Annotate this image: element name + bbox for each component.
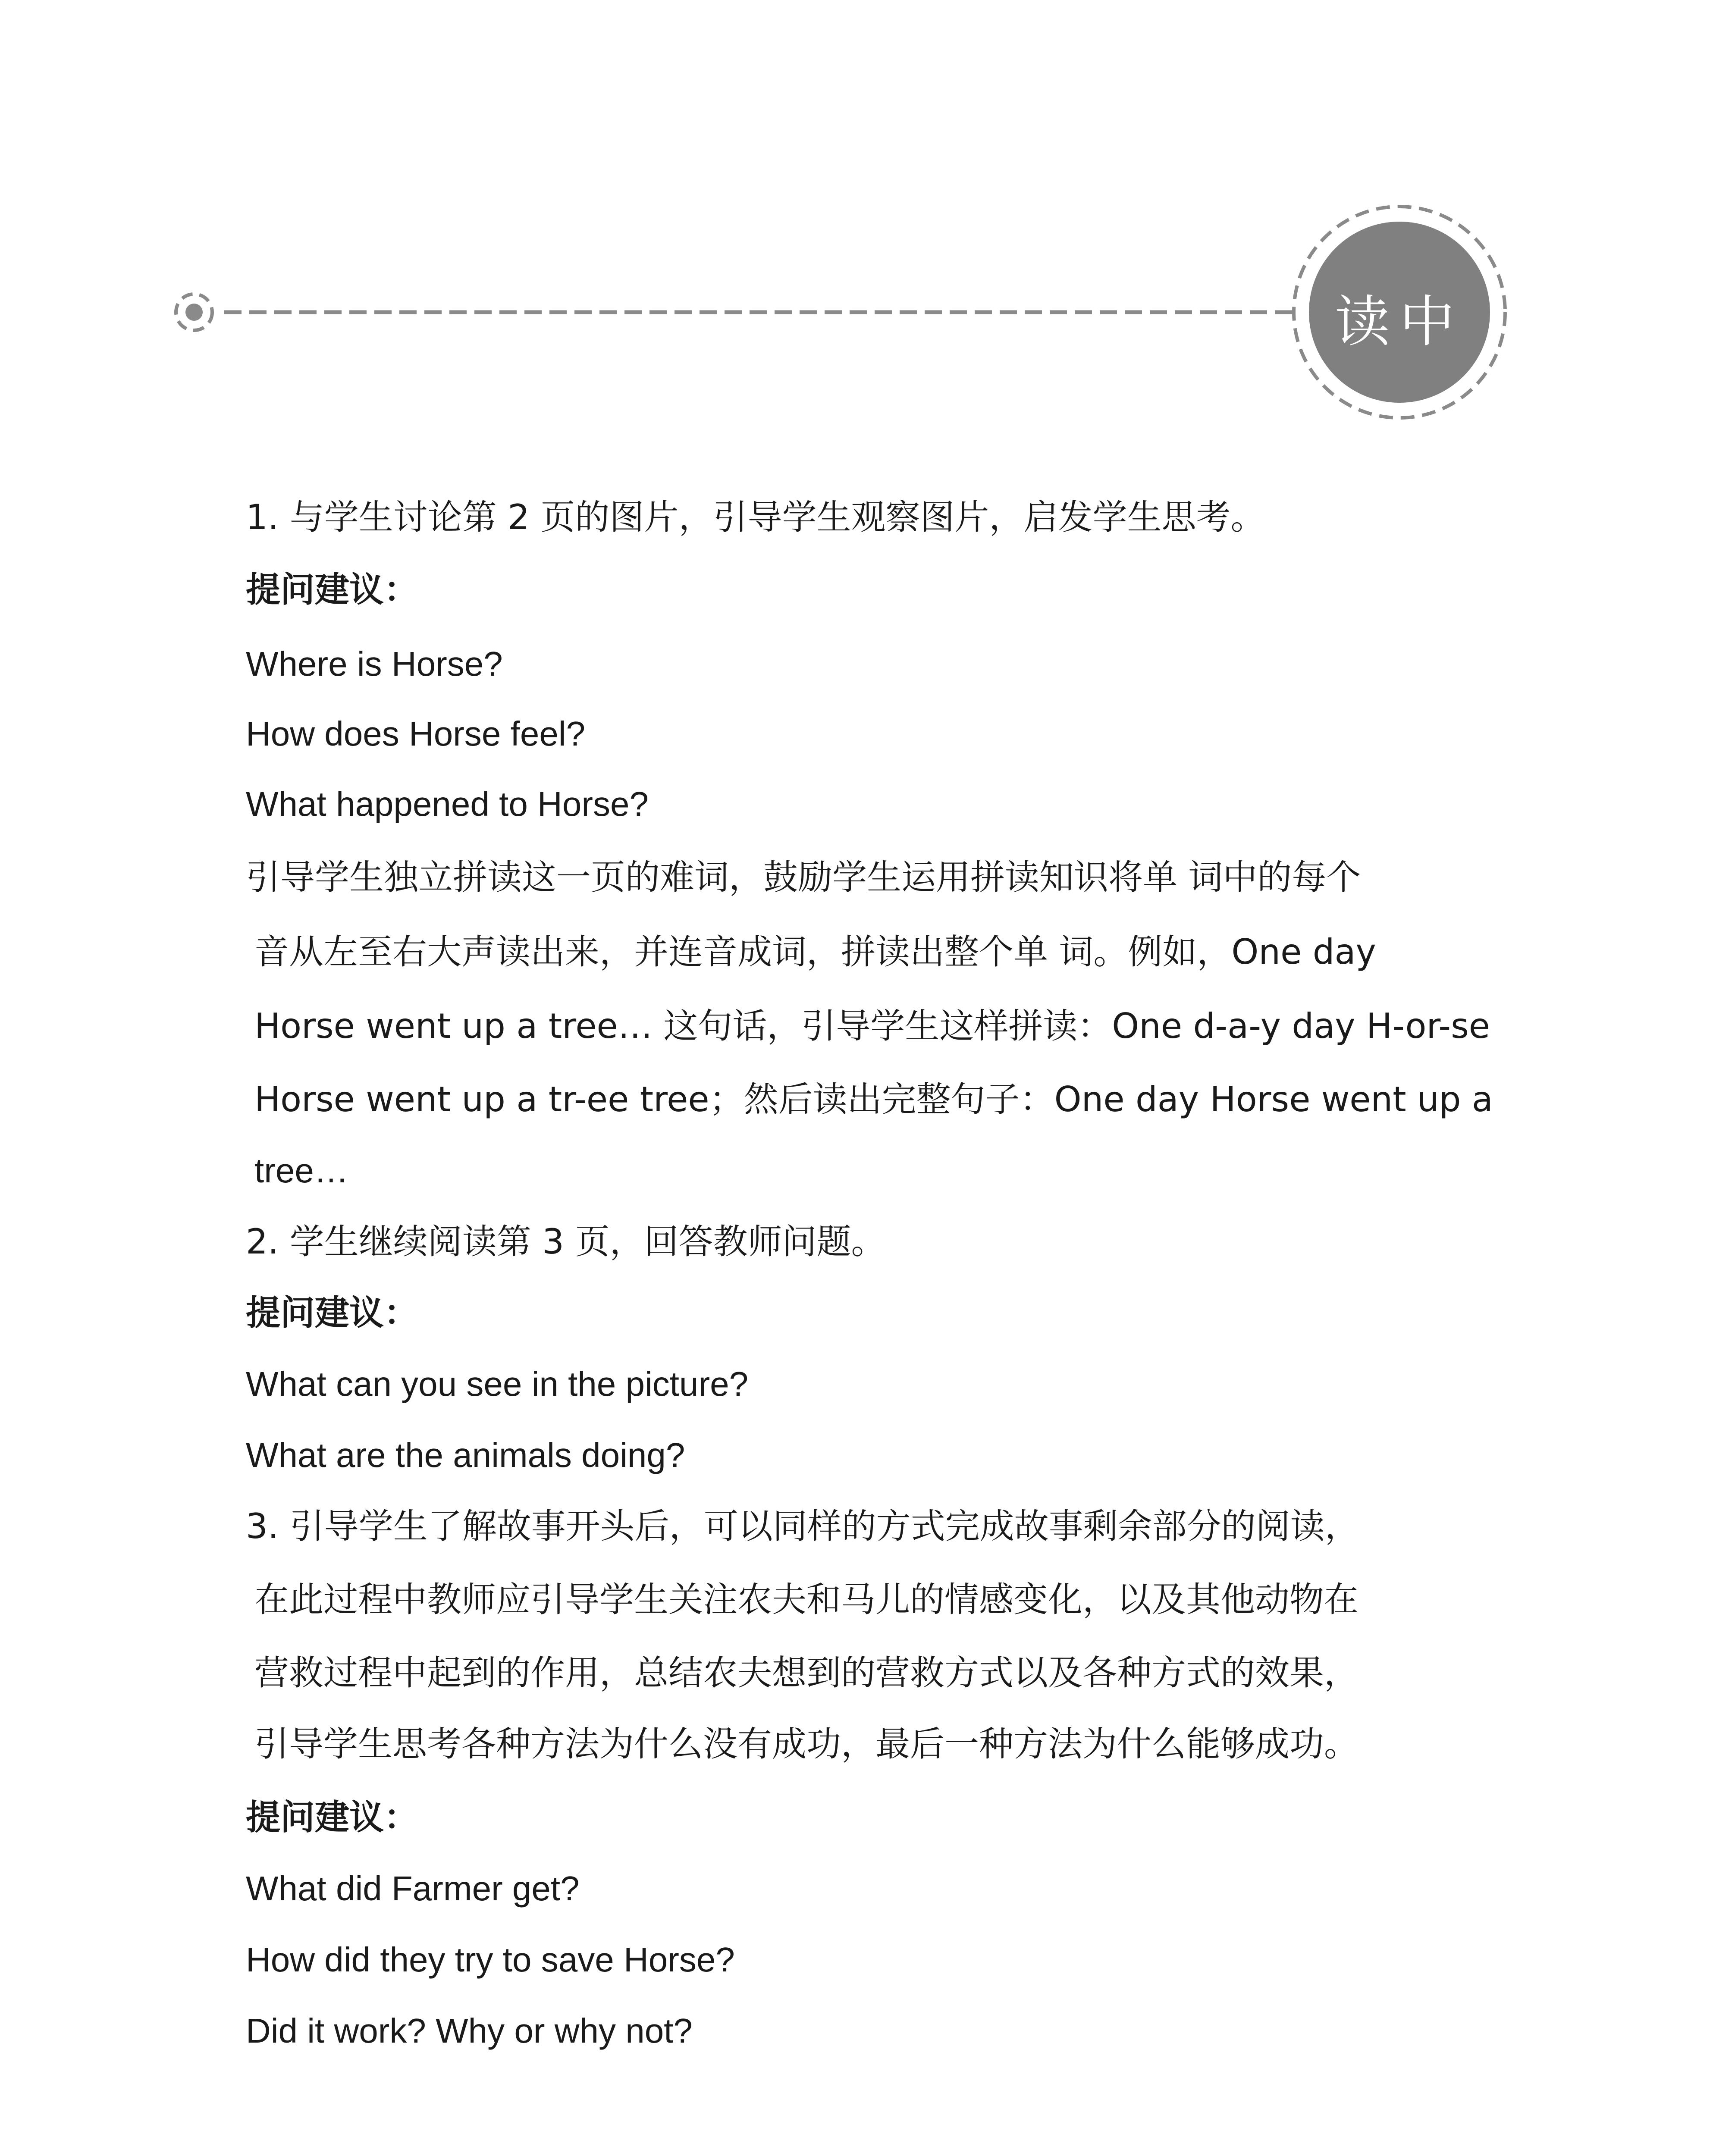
section3-intro-line: 3. 引导学生了解故事开头后，可以同样的方式完成故事剩余部分的阅读， (246, 1506, 1359, 1546)
section2-intro: 2. 学生继续阅读第 3 页，回答教师问题。 (246, 1222, 886, 1262)
section1-question: What happened to Horse? (246, 785, 649, 823)
section3-question: How did they try to save Horse? (246, 1940, 735, 1979)
section3-intro-line: 营救过程中起到的作用，总结农夫想到的营救方式以及各种方式的效果， (254, 1653, 1358, 1693)
section3-intro-line: 引导学生思考各种方法为什么没有成功，最后一种方法为什么能够成功。 (254, 1724, 1358, 1764)
section2-question: What can you see in the picture? (246, 1365, 749, 1403)
section1-heading: 提问建议： (246, 570, 418, 610)
section3-intro-line: 在此过程中教师应引导学生关注农夫和马儿的情感变化，以及其他动物在 (254, 1579, 1358, 1620)
section1-question: Where is Horse? (246, 645, 503, 683)
section1-paragraph-line: Horse went up a tree… 这句话，引导学生这样拼读：One d-a-y day H-or-se (254, 1006, 1490, 1046)
section2-question: What are the animals doing? (246, 1436, 685, 1474)
section3-question: What did Farmer get? (246, 1869, 580, 1908)
section1-paragraph-line: Horse went up a tr-ee tree；然后读出完整句子：One day Horse went up a (254, 1079, 1493, 1119)
section1-question: How does Horse feel? (246, 714, 586, 753)
section2-heading: 提问建议： (246, 1293, 418, 1333)
section3-question: Did it work? Why or why not? (246, 2012, 693, 2050)
section1-paragraph-line: tree… (254, 1151, 348, 1190)
section1-paragraph-line: 音从左至右大声读出来，并连音成词，拼读出整个单 词。例如，One day (254, 932, 1376, 972)
section1-intro: 1. 与学生讨论第 2 页的图片，引导学生观察图片，启发学生思考。 (246, 497, 1265, 537)
section3-heading: 提问建议： (246, 1797, 418, 1837)
section1-paragraph-line: 引导学生独立拼读这一页的难词，鼓励学生运用拼读知识将单 词中的每个 (246, 857, 1361, 897)
badge-label: 读中 (1334, 290, 1464, 354)
